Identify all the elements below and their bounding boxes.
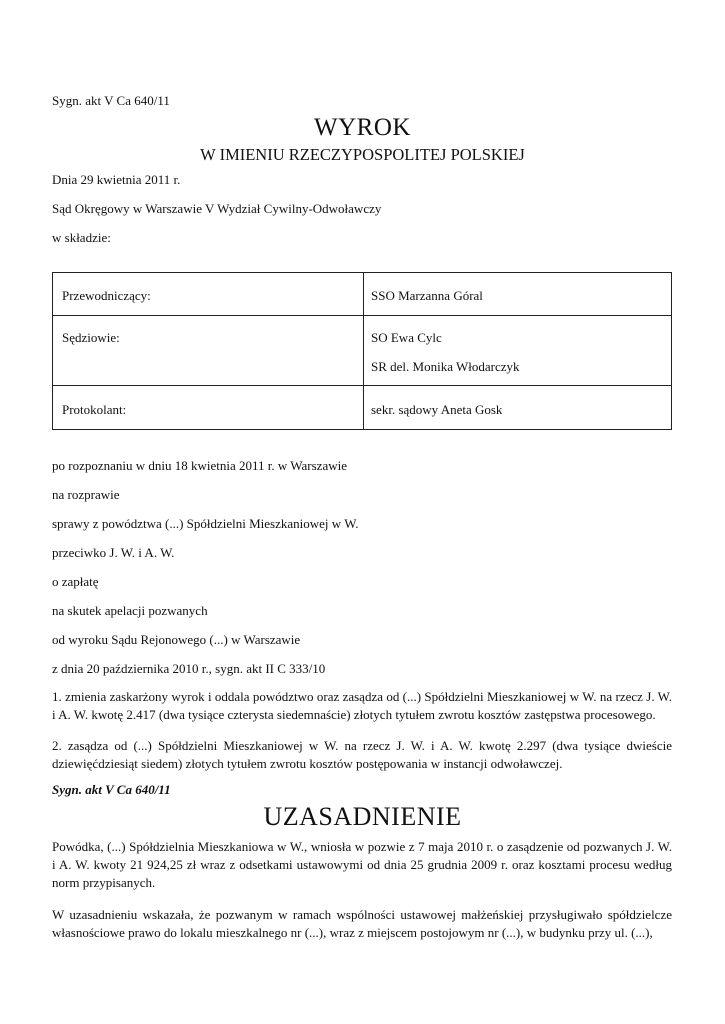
proceedings-line: od wyroku Sądu Rejonowego (...) w Warszawie <box>52 632 301 647</box>
presiding-label: Przewodniczący: <box>62 288 151 303</box>
proceedings-line: na rozprawie <box>52 487 120 502</box>
proceedings-line: na skutek apelacji pozwanych <box>52 603 208 618</box>
judge-name: SR del. Monika Włodarczyk <box>371 359 520 374</box>
proceedings-line: o zapłatę <box>52 574 99 589</box>
bench-table <box>52 272 672 430</box>
proceedings-line: z dnia 20 października 2010 r., sygn. akt II C 333/10 <box>52 661 326 676</box>
proceedings-line: sprawy z powództwa (...) Spółdzielni Mieszkaniowej w W. <box>52 516 359 531</box>
proceedings-line: po rozpoznaniu w dniu 18 kwietnia 2011 r. w Warszawie <box>52 458 347 473</box>
court-name: Sąd Okręgowy w Warszawie V Wydział Cywilny-Odwoławczy <box>52 201 382 216</box>
clerk-label: Protokolant: <box>62 402 127 417</box>
justification-paragraph: Powódka, (...) Spółdzielnia Mieszkaniowa w W., wniosła w pozwie z 7 maja 2010 r. o zasądzenie od pozwanych J. W. i A. W. kwoty 21 924,25 zł wraz z odsetkami ustawowymi od dnia 25 grudnia 2009 r. oraz kosztami procesu według norm przypisanych. <box>52 839 672 890</box>
table-divider <box>53 315 671 316</box>
clerk-name: sekr. sądowy Aneta Gosk <box>371 402 503 417</box>
proceedings-line: przeciwko J. W. i A. W. <box>52 545 175 560</box>
judge-name: SO Ewa Cylc <box>371 330 442 345</box>
table-divider <box>53 385 671 386</box>
justification-paragraph: W uzasadnieniu wskazała, że pozwanym w ramach wspólności ustawowej małżeńskiej przysługiwało spółdzielcze własnościowe prawo do lokalu mieszkalnego nr (...), wraz z miejscem postojowym nr (...), w budynku przy ul. (...), <box>52 907 672 940</box>
ruling-point: 2. zasądza od (...) Spółdzielni Mieszkaniowej w W. na rzecz J. W. i A. W. kwotę 2.297 (dwa tysiące dwieście dziewięćdziesiąt siedem) złotych tytułem zwrotu kosztów postępowania w instancji odwoławczej. <box>52 738 672 771</box>
judgment-date: Dnia 29 kwietnia 2011 r. <box>52 172 181 187</box>
justification-case-number: Sygn. akt V Ca 640/11 <box>52 782 171 797</box>
judges-label: Sędziowie: <box>62 330 120 345</box>
judgment-subtitle: W IMIENIU RZECZYPOSPOLITEJ POLSKIEJ <box>200 145 525 164</box>
justification-title: UZASADNIENIE <box>263 802 462 831</box>
table-divider <box>363 273 364 429</box>
presiding-name: SSO Marzanna Góral <box>371 288 483 303</box>
judgment-title: WYROK <box>314 114 411 141</box>
ruling-point: 1. zmienia zaskarżony wyrok i oddala powództwo oraz zasądza od (...) Spółdzielni Mieszkaniowej w W. na rzecz J. W. i A. W. kwotę 2.417 (dwa tysiące czterysta siedemnaście) złotych tytułem zwrotu kosztów zastępstwa procesowego. <box>52 689 672 722</box>
composition-label: w składzie: <box>52 230 111 245</box>
case-number: Sygn. akt V Ca 640/11 <box>52 93 170 108</box>
